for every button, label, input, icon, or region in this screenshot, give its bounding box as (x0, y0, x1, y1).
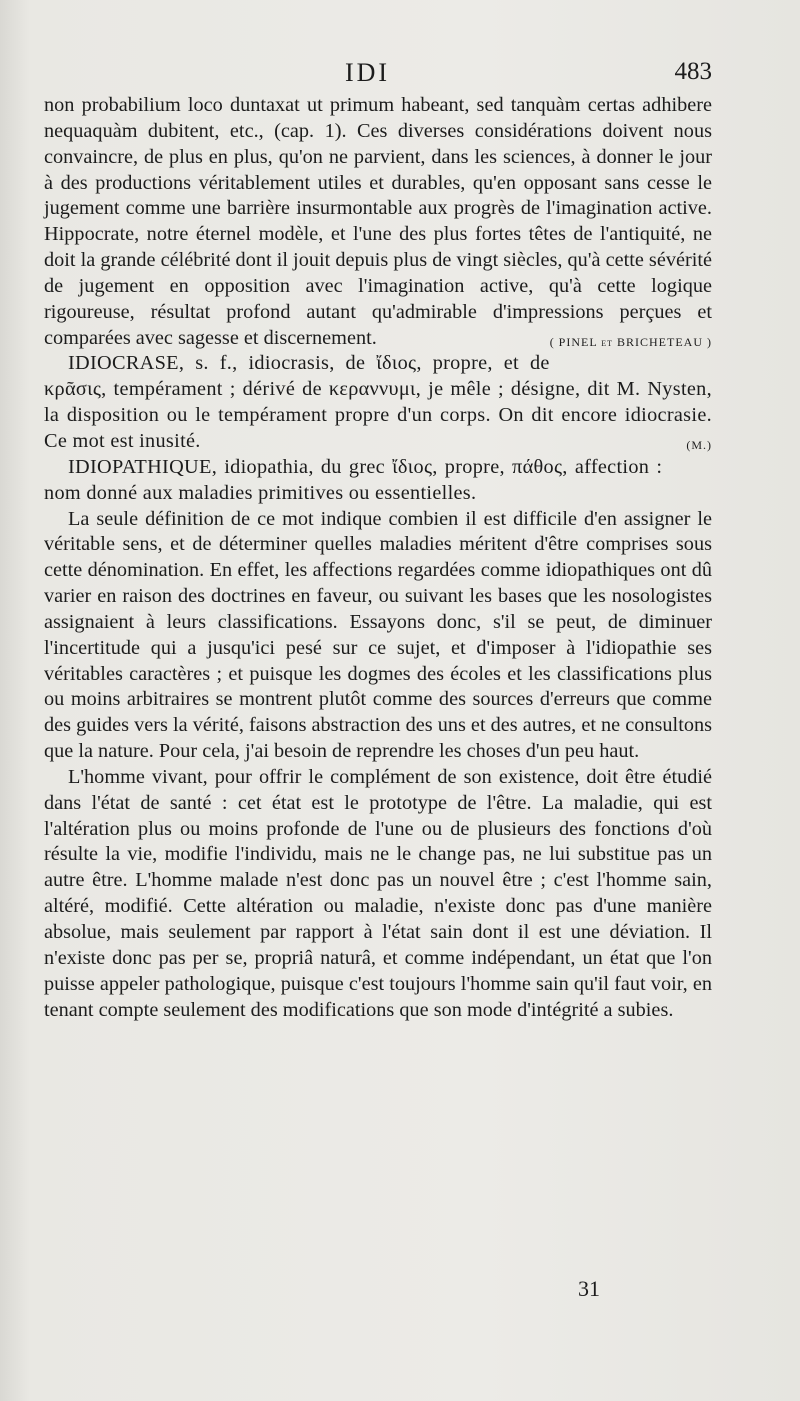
author-signature: ( PINEL et BRICHETEAU ) (549, 334, 712, 349)
paragraph-continuation (44, 93, 712, 351)
signature-mark: 31 (578, 1276, 600, 1301)
entry-text: , s. f., idiocrasis, de ἴδιος, propre, et de κρᾶσις, tempérament ; dérivé de κεραννυμι, je mêle ; désigne, dit M. Nysten, la disposition ou le tempérament propre d'un corps. On dit encore idiocrasie. Ce mot est inusité. (44, 352, 712, 452)
entry-headword: IDIOPATHIQUE (68, 455, 212, 478)
entry-idiocrase (44, 351, 712, 454)
entry-headword: IDIOCRASE (68, 352, 179, 375)
paragraph: L'homme vivant, pour offrir le complément de son existence, doit être étudié dans l'état de santé : cet état est le prototype de l'être. La maladie, qui est l'altération plus ou moins profonde de l'une ou de plusieurs des fonctions d'où résulte la vie, modifie l'individu, mais ne le change pas, ne lui substitue pas un autre être. L'homme malade n'est donc pas un nouvel être ; c'est l'homme sain, altéré, modifié. Cette altération ou maladie, n'existe donc pas d'une manière absolue, mais seulement par rapport à l'état sain dont il est une déviation. Il n'existe donc pas per se, propriâ naturâ, et comme indépendant, un état que l'on puisse appeler pathologique, puisque c'est toujours l'homme sain qu'il faut voir, en tenant compte seulement des modifications que son mode d'intégrité a subies. (44, 765, 712, 1021)
page-body (44, 93, 712, 1023)
running-head: IDI (345, 58, 391, 87)
entry-text: , idiopathia, du grec ἴδιος, propre, πάθος, affection : nom donné aux maladies primitives ou essentielles. (44, 455, 663, 504)
page-number: 483 (674, 58, 712, 85)
entry-idiopathique (44, 455, 712, 507)
author-signature: (M.) (686, 437, 712, 452)
paragraph-text: non probabilium loco duntaxat ut primum habeant, sed tanquàm certas adhibere nequaquàm dubitent, etc., (cap. 1). Ces diverses considérations doivent nous convaincre, de plus en plus, qu'on ne parvient, dans les sciences, à donner le jour à des productions véritablement utiles et durables, qu'en opposant sans cesse le jugement comme une barrière insurmontable aux progrès de l'imagination active. Hippocrate, notre éternel modèle, et l'une des plus fortes têtes de l'antiquité, ne doit la grande célébrité dont il jouit depuis plus de vingt siècles, qu'à cette sévérité de jugement en opposition avec l'imagination active, qu'à cette logique rigoureuse, résultat profond autant qu'admirable d'impressions perçues et comparées avec sagesse et discernement. (44, 94, 712, 349)
paragraph: La seule définition de ce mot indique combien il est difficile d'en assigner le véritable sens, et de déterminer quelles maladies méritent d'être comprises sous cette dénomination. En effet, les affections regardées comme idiopathiques ont dû varier en raison des doctrines en faveur, ou suivant les bases que les nosologistes assignaient à leurs classifications. Essayons donc, s'il se peut, de diminuer l'incertitude qui a jusqu'ici pesé sur ce sujet, et d'imposer à l'idiopathie ses véritables caractères ; et puisque les dogmes des écoles et les classifications plus ou moins arbitraires se montrent plutôt comme des sources d'erreurs que comme des guides vers la vérité, faisons abstraction des uns et des autres, et ne consultons que la nature. Pour cela, j'ai besoin de reprendre les choses d'un peu haut. (44, 507, 712, 763)
page-header (0, 58, 800, 94)
